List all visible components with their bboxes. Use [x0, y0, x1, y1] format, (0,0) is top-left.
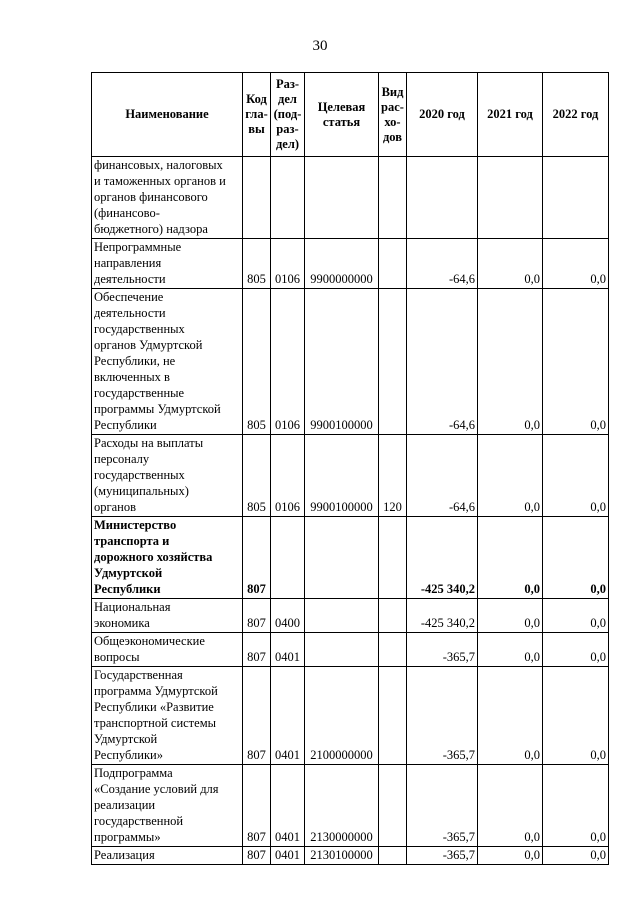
- row-value-2020: -425 340,2: [407, 599, 478, 633]
- header-article: Целевая статья: [305, 73, 379, 157]
- table-row: [92, 289, 609, 435]
- row-name: Государственная программа Удмуртской Республики «Развитие транспортной системы Удмуртской Республики»: [92, 667, 243, 765]
- row-value-2020: -365,7: [407, 847, 478, 865]
- row-name: Общеэкономические вопросы: [92, 633, 243, 667]
- row-chapter-code: 807: [243, 765, 271, 847]
- row-expense-type: 120: [379, 435, 407, 517]
- table-row: [92, 765, 609, 847]
- row-value-2020: -64,6: [407, 239, 478, 289]
- row-value-2021: 0,0: [478, 517, 543, 599]
- row-value-2020: -365,7: [407, 765, 478, 847]
- row-chapter-code: [243, 157, 271, 239]
- row-target-article: 9900100000: [305, 289, 379, 435]
- row-chapter-code: 805: [243, 239, 271, 289]
- row-name: Реализация: [92, 847, 243, 865]
- header-2021: 2021 год: [478, 73, 543, 157]
- row-value-2022: 0,0: [543, 667, 609, 765]
- table-row: [92, 667, 609, 765]
- page-number: 30: [312, 38, 328, 54]
- row-name: Обеспечение деятельности государственных органов Удмуртской Республики, не включенных в государственные программы Удмуртской Республики: [92, 289, 243, 435]
- row-section: [271, 157, 305, 239]
- row-section: 0106: [271, 289, 305, 435]
- row-value-2020: [407, 157, 478, 239]
- row-value-2020: -64,6: [407, 289, 478, 435]
- row-value-2022: [543, 157, 609, 239]
- row-value-2022: 0,0: [543, 765, 609, 847]
- row-target-article: [305, 157, 379, 239]
- row-value-2022: 0,0: [543, 517, 609, 599]
- table-row: [92, 435, 609, 517]
- table-row: [92, 599, 609, 633]
- row-value-2022: 0,0: [543, 435, 609, 517]
- row-name: Министерство транспорта и дорожного хозяйства Удмуртской Республики: [92, 517, 243, 599]
- table-row: [92, 517, 609, 599]
- row-expense-type: [379, 667, 407, 765]
- row-target-article: [305, 633, 379, 667]
- table-header-row: [92, 73, 609, 157]
- row-section: 0401: [271, 765, 305, 847]
- row-name: Подпрограмма «Создание условий для реализации государственной программы»: [92, 765, 243, 847]
- row-section: 0401: [271, 633, 305, 667]
- row-value-2022: 0,0: [543, 239, 609, 289]
- row-target-article: 9900000000: [305, 239, 379, 289]
- budget-table: [91, 72, 609, 865]
- row-value-2020: -365,7: [407, 633, 478, 667]
- row-value-2020: -365,7: [407, 667, 478, 765]
- row-value-2021: 0,0: [478, 667, 543, 765]
- table-row: [92, 157, 609, 239]
- header-expense-type: Вид рас- хо- дов: [379, 73, 407, 157]
- row-value-2021: 0,0: [478, 239, 543, 289]
- row-name: Непрограммные направления деятельности: [92, 239, 243, 289]
- header-2022: 2022 год: [543, 73, 609, 157]
- row-value-2021: [478, 157, 543, 239]
- table-body: [92, 157, 609, 865]
- row-expense-type: [379, 765, 407, 847]
- row-value-2022: 0,0: [543, 847, 609, 865]
- row-target-article: 9900100000: [305, 435, 379, 517]
- row-expense-type: [379, 289, 407, 435]
- row-section: 0106: [271, 435, 305, 517]
- row-chapter-code: 807: [243, 517, 271, 599]
- row-value-2022: 0,0: [543, 289, 609, 435]
- row-expense-type: [379, 157, 407, 239]
- row-chapter-code: 807: [243, 599, 271, 633]
- row-expense-type: [379, 517, 407, 599]
- row-target-article: 2100000000: [305, 667, 379, 765]
- row-value-2022: 0,0: [543, 599, 609, 633]
- row-value-2021: 0,0: [478, 435, 543, 517]
- row-chapter-code: 807: [243, 633, 271, 667]
- row-section: 0401: [271, 847, 305, 865]
- header-code: Код гла- вы: [243, 73, 271, 157]
- row-section: 0401: [271, 667, 305, 765]
- row-value-2021: 0,0: [478, 847, 543, 865]
- table-row: [92, 633, 609, 667]
- row-value-2022: 0,0: [543, 633, 609, 667]
- row-value-2021: 0,0: [478, 633, 543, 667]
- row-name: Расходы на выплаты персоналу государственных (муниципальных) органов: [92, 435, 243, 517]
- header-name: Наименование: [92, 73, 243, 157]
- row-expense-type: [379, 599, 407, 633]
- row-name: финансовых, налоговых и таможенных органов и органов финансового (финансово- бюджетного) надзора: [92, 157, 243, 239]
- row-target-article: [305, 599, 379, 633]
- header-2020: 2020 год: [407, 73, 478, 157]
- row-chapter-code: 805: [243, 289, 271, 435]
- row-value-2021: 0,0: [478, 289, 543, 435]
- row-expense-type: [379, 633, 407, 667]
- row-value-2021: 0,0: [478, 765, 543, 847]
- row-target-article: 2130000000: [305, 765, 379, 847]
- table-row: [92, 847, 609, 865]
- row-expense-type: [379, 847, 407, 865]
- header-section: Раз- дел (под- раз- дел): [271, 73, 305, 157]
- row-name: Национальная экономика: [92, 599, 243, 633]
- row-chapter-code: 807: [243, 667, 271, 765]
- table-row: [92, 239, 609, 289]
- row-section: 0106: [271, 239, 305, 289]
- row-value-2020: -425 340,2: [407, 517, 478, 599]
- row-chapter-code: 805: [243, 435, 271, 517]
- row-section: [271, 517, 305, 599]
- row-value-2020: -64,6: [407, 435, 478, 517]
- row-expense-type: [379, 239, 407, 289]
- row-target-article: 2130100000: [305, 847, 379, 865]
- row-chapter-code: 807: [243, 847, 271, 865]
- row-section: 0400: [271, 599, 305, 633]
- row-target-article: [305, 517, 379, 599]
- row-value-2021: 0,0: [478, 599, 543, 633]
